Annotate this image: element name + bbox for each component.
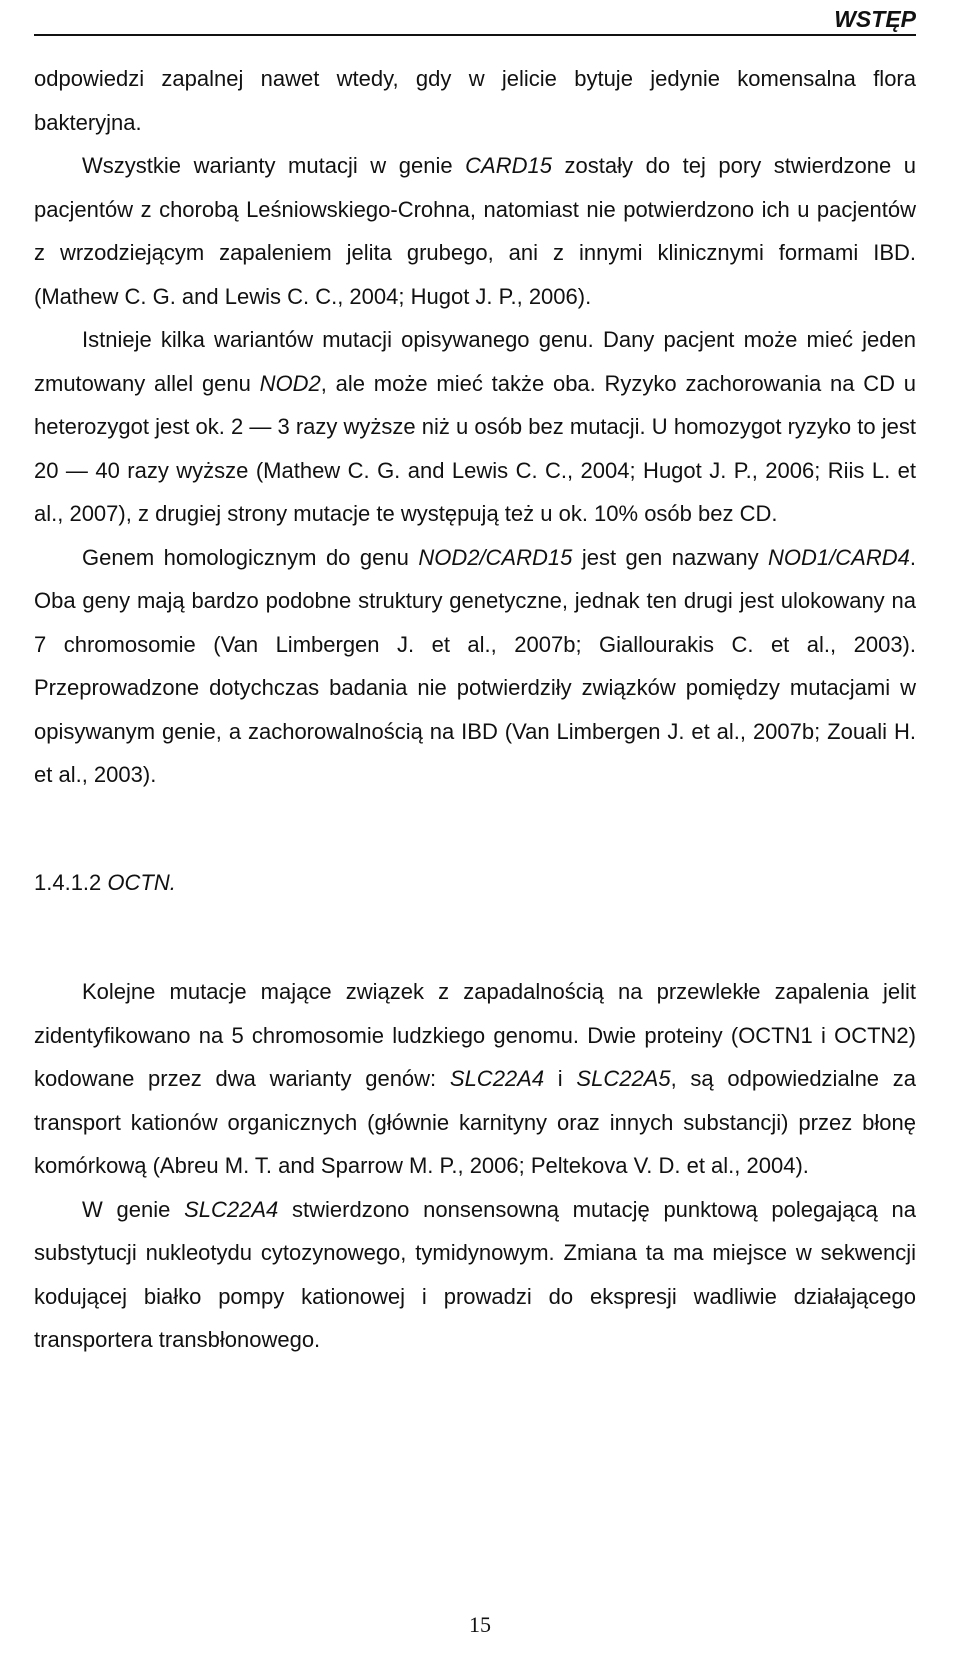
spacer	[34, 904, 916, 970]
text-run: Kolejne mutacje mające związek z zapadalnością na przewlekłe zapalenia jelit zidentyfikowano na 5 chromosomie ludzkiego genomu. Dwie proteiny (OCTN1 i OCTN2) kodowane przez dwa warianty genów:	[34, 979, 916, 1091]
text-run: i	[544, 1066, 577, 1091]
gene-name: NOD1/CARD4	[768, 544, 910, 570]
gene-name: CARD15	[465, 153, 552, 178]
text-run: W genie	[82, 1196, 185, 1222]
document-body	[34, 57, 916, 1362]
paragraph-4	[34, 536, 916, 797]
text-run: Wszystkie warianty mutacji w genie	[82, 153, 466, 178]
section-heading	[34, 861, 916, 905]
text-run: , ale może mieć także oba. Ryzyko zachorowania na CD u heterozygot jest ok. 2 — 3 razy wyższe niż u osób bez mutacji. U homozygot ryzyko to jest 20 — 40 razy wyższe (Mathew C. G. and Lewis C. C., 2004; Hugot J. P., 2006; Riis L. et al., 2007), z drugiej strony mutacje te występują też u ok. 10% osób bez CD.	[34, 370, 916, 526]
page-header	[34, 0, 916, 36]
paragraph-1: odpowiedzi zapalnej nawet wtedy, gdy w jelicie bytuje jedynie komensalna flora bakteryjna.	[34, 66, 916, 135]
text-run: jest gen nazwany	[572, 544, 769, 570]
paragraph-5	[34, 970, 916, 1188]
page-number: 15	[469, 1612, 491, 1637]
section-title: OCTN.	[107, 869, 176, 895]
text-run: . Oba geny mają bardzo podobne struktury genetyczne, jednak ten drugi jest ulokowany na 7 chromosomie (Van Limbergen J. et al., 2007b; Giallourakis C. et al., 2003). Przeprowadzone dotychczas badania nie potwierdziły związków pomiędzy mutacjami w opisywanym genie, a zachorowalnością na IBD (Van Limbergen J. et al., 2007b; Zouali H. et al., 2003).	[34, 544, 916, 787]
gene-name: NOD2	[259, 370, 321, 396]
text-run: Genem homologicznym do genu	[82, 544, 419, 570]
text-run: zostały do tej pory stwierdzone u pacjentów z chorobą Leśniowskiego-Crohna, natomiast nie potwierdzono ich u pacjentów z wrzodziejącym zapaleniem jelita grubego, ani z innymi klinicznymi formami IBD. (Mathew C. G. and Lewis C. C., 2004; Hugot J. P., 2006).	[34, 153, 916, 309]
gene-name: SLC22A5	[576, 1066, 671, 1091]
text-run: , są odpowiedzialne za transport kationów organicznych (głównie karnityny oraz innych substancji) przez błonę komórkową (Abreu M. T. and Sparrow M. P., 2006; Peltekova V. D. et al., 2004).	[34, 1066, 916, 1178]
gene-name: NOD2/CARD15	[418, 544, 573, 570]
gene-name: SLC22A4	[449, 1066, 545, 1091]
paragraph-6	[34, 1188, 916, 1362]
text-run: stwierdzono nonsensowną mutację punktową polegającą na substytucji nukleotydu cytozynowego, tymidynowym. Zmiana ta ma miejsce w sekwencji kodującej białko pompy kationowej i prowadzi do ekspresji wadliwie działającego transportera transbłonowego.	[34, 1196, 917, 1352]
paragraph-3	[34, 318, 916, 536]
section-number: 1.4.1.2	[34, 869, 108, 895]
text-run: Istnieje kilka wariantów mutacji opisywanego genu. Dany pacjent może mieć jeden zmutowany allel genu	[34, 327, 916, 396]
gene-name: SLC22A4	[184, 1196, 279, 1222]
chapter-title: WSTĘP	[834, 6, 916, 32]
spacer	[34, 797, 916, 861]
paragraph-2	[34, 144, 916, 318]
